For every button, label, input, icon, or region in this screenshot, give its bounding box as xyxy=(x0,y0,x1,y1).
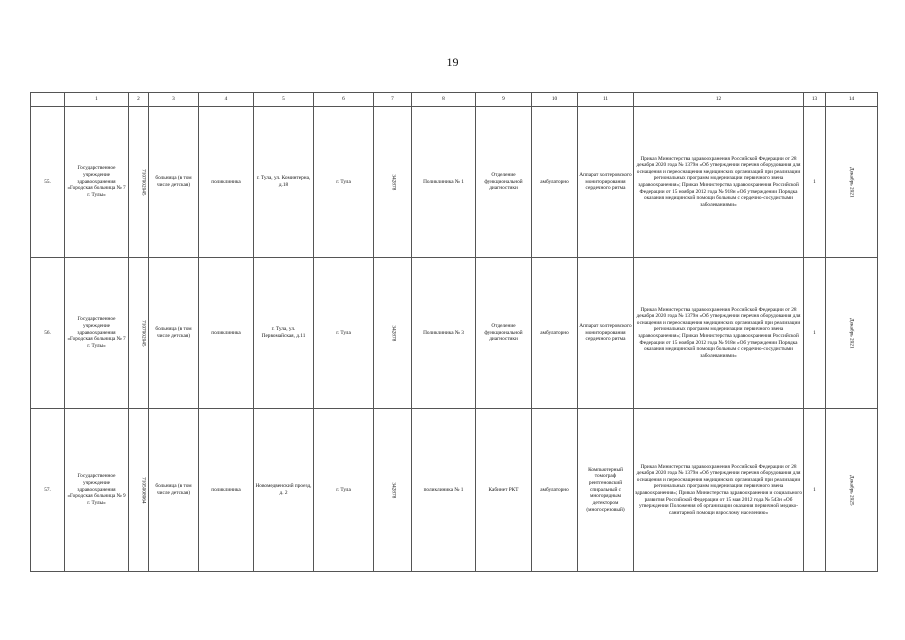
table-row xyxy=(31,107,878,258)
table-row xyxy=(31,258,878,409)
header-cell: 4 xyxy=(199,93,254,107)
equipment-cell: Аппарат холтеровского мониторирования сердечного ритма xyxy=(578,258,634,409)
organization-cell: Государственное учреждение здравоохранения «Городская больница № 7 г. Тулы» xyxy=(65,107,129,258)
code-text: 7107002045 xyxy=(140,168,147,196)
index-cell xyxy=(374,107,412,258)
organization-cell: Государственное учреждение здравоохранения «Городская больница № 7 г. Тулы» xyxy=(65,258,129,409)
address-cell: г. Тула, ул. Коминтерна, д.18 xyxy=(254,107,314,258)
header-cell: 10 xyxy=(532,93,578,107)
index-text: 342878 xyxy=(389,174,396,190)
basis-cell: Приказ Министерства здравоохранения Российской Федерации от 28 декабря 2020 года № 1379н «Об утверждении перечня оборудования для оснащения и переоснащения медицинских организаций при реализации региональных программ модернизации первичного звена здравоохранения»; Приказ Министерства здравоохранения Российской Федерации от 15 ноября 2012 года № 918н «Об утверждении Порядка оказания медицинской помощи больным с сердечно-сосудистыми заболеваниями» xyxy=(634,258,804,409)
table-row xyxy=(31,409,878,572)
header-cell: 13 xyxy=(804,93,826,107)
unit-cell: поликлиника № 1 xyxy=(412,409,476,572)
date-text: Декабрь 2025 xyxy=(848,474,855,506)
header-cell xyxy=(31,93,65,107)
address-cell: Новомедвенский проезд, д. 2 xyxy=(254,409,314,572)
header-cell: 9 xyxy=(476,93,532,107)
department-cell: Кабинет РКТ xyxy=(476,409,532,572)
unit-cell: Поликлиника № 3 xyxy=(412,258,476,409)
department-cell: Отделение функциональной диагностики xyxy=(476,107,532,258)
row-number: 55. xyxy=(31,107,65,258)
quantity-cell: 1 xyxy=(804,258,826,409)
header-cell: 6 xyxy=(314,93,374,107)
service-cell: поликлиника xyxy=(199,107,254,258)
header-cell: 3 xyxy=(149,93,199,107)
care-cell: амбулаторно xyxy=(532,409,578,572)
code-text: 7105008064 xyxy=(140,476,147,504)
code-cell xyxy=(129,107,149,258)
equipment-cell: Компьютерный томограф рентгеновский спиральный с многорядным детектором (многосрезовый) xyxy=(578,409,634,572)
basis-cell: Приказ Министерства здравоохранения Российской Федерации от 28 декабря 2020 года № 1379н «Об утверждении перечня оборудования для оснащения и переоснащения медицинских организаций при реализации региональных программ модернизации первичного звена здравоохранения»; Приказ Министерства здравоохранения Российской Федерации от 15 ноября 2012 года № 918н «Об утверждении Порядка оказания медицинской помощи больным с сердечно-сосудистыми заболеваниями» xyxy=(634,107,804,258)
header-cell: 12 xyxy=(634,93,804,107)
city-cell: г. Тула xyxy=(314,107,374,258)
index-text: 342878 xyxy=(389,325,396,341)
department-cell: Отделение функциональной диагностики xyxy=(476,258,532,409)
unit-cell: Поликлиника № 1 xyxy=(412,107,476,258)
basis-cell: Приказ Министерства здравоохранения Российской Федерации от 28 декабря 2020 года № 1379н «Об утверждении перечня оборудования для оснащения и переоснащения медицинских организаций при реализации региональных программ модернизации первичного звена здравоохранения»; Приказ Министерства здравоохранения и социального развития Российской Федерации от 15 мая 2012 года № 543н «Об утверждении Положения об организации оказания первичной медико-санитарной помощи взрослому населению» xyxy=(634,409,804,572)
header-cell: 8 xyxy=(412,93,476,107)
date-cell xyxy=(826,258,878,409)
service-cell: поликлиника xyxy=(199,258,254,409)
equipment-table xyxy=(30,92,878,572)
type-cell: больница (в том числе детская) xyxy=(149,107,199,258)
equipment-cell: Аппарат холтеровского мониторирования сердечного ритма xyxy=(578,107,634,258)
care-cell: амбулаторно xyxy=(532,107,578,258)
date-cell xyxy=(826,107,878,258)
city-cell: г. Тула xyxy=(314,258,374,409)
index-text: 342878 xyxy=(389,482,396,498)
service-cell: поликлиника xyxy=(199,409,254,572)
index-cell xyxy=(374,409,412,572)
index-cell xyxy=(374,258,412,409)
type-cell: больница (в том числе детская) xyxy=(149,258,199,409)
date-text: Декабрь 2021 xyxy=(848,166,855,198)
type-cell: больница (в том числе детская) xyxy=(149,409,199,572)
organization-cell: Государственное учреждение здравоохранения «Городская больница № 9 г. Тулы» xyxy=(65,409,129,572)
code-cell xyxy=(129,409,149,572)
code-cell xyxy=(129,258,149,409)
care-cell: амбулаторно xyxy=(532,258,578,409)
row-number: 56. xyxy=(31,258,65,409)
code-text: 7107002045 xyxy=(140,319,147,347)
quantity-cell: 1 xyxy=(804,409,826,572)
header-cell: 14 xyxy=(826,93,878,107)
quantity-cell: 1 xyxy=(804,107,826,258)
page-number: 19 xyxy=(446,55,459,69)
row-number: 57. xyxy=(31,409,65,572)
header-cell: 1 xyxy=(65,93,129,107)
header-row xyxy=(31,93,878,107)
city-cell: г. Тула xyxy=(314,409,374,572)
address-cell: г. Тула, ул. Первомайская, д.11 xyxy=(254,258,314,409)
header-cell: 7 xyxy=(374,93,412,107)
header-cell: 2 xyxy=(129,93,149,107)
date-cell xyxy=(826,409,878,572)
header-cell: 5 xyxy=(254,93,314,107)
date-text: Декабрь 2021 xyxy=(848,317,855,349)
header-cell: 11 xyxy=(578,93,634,107)
